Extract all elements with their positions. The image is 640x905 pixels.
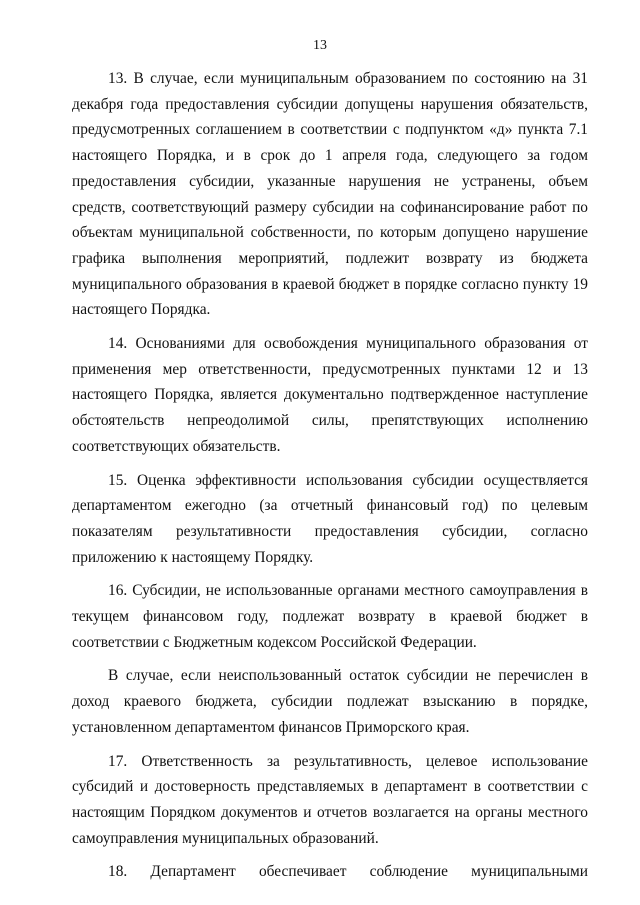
paragraph-16-continued: В случае, если неиспользованный остаток субсидии не перечислен в доход краевого бюджета, субсидии подлежат взысканию в порядке, установленном департаментом финансов Приморского края. xyxy=(72,667,588,736)
paragraph-15: 15. Оценка эффективности использования субсидии осуществляется департаментом ежегодно (за отчетный финансовый год) по целевым показателям результативности предоставления субсидии, согласно приложению к настоящему Порядку. xyxy=(72,471,588,566)
paragraph-14: 14. Основаниями для освобождения муниципального образования от применения мер ответственности, предусмотренных пунктами 12 и 13 настоящего Порядка, является документально подтвержденное наступление обстоятельств непреодолимой силы, препятствующих исполнению соответствующих обязательств. xyxy=(72,335,588,455)
document-body xyxy=(72,66,588,885)
paragraph-13: 13. В случае, если муниципальным образованием по состоянию на 31 декабря года предоставления субсидии допущены нарушения обязательств, предусмотренных соглашением в соответствии с подпунктом «д» пункта 7.1 настоящего Порядка, и в срок до 1 апреля года, следующего за годом предоставления субсидии, указанные нарушения не устранены, объем средств, соответствующий размеру субсидии на софинансирование работ по объектам муниципальной собственности, по которым допущено нарушение графика выполнения мероприятий, подлежит возврату из бюджета муниципального образования в краевой бюджет в порядке согласно пункту 19 настоящего Порядка. xyxy=(72,70,588,319)
page-number: 13 xyxy=(313,38,327,53)
paragraph-17: 17. Ответственность за результативность, целевое использование субсидий и достоверность представляемых в департамент в соответствии с настоящим Порядком документов и отчетов возлагается на органы местного самоуправления муниципальных образований. xyxy=(72,752,588,847)
paragraph-16: 16. Субсидии, не использованные органами местного самоуправления в текущем финансовом году, подлежат возврату в краевой бюджет в соответствии с Бюджетным кодексом Российской Федерации. xyxy=(72,582,588,651)
paragraph-18: 18. Департамент обеспечивает соблюдение муниципальными xyxy=(108,863,588,881)
